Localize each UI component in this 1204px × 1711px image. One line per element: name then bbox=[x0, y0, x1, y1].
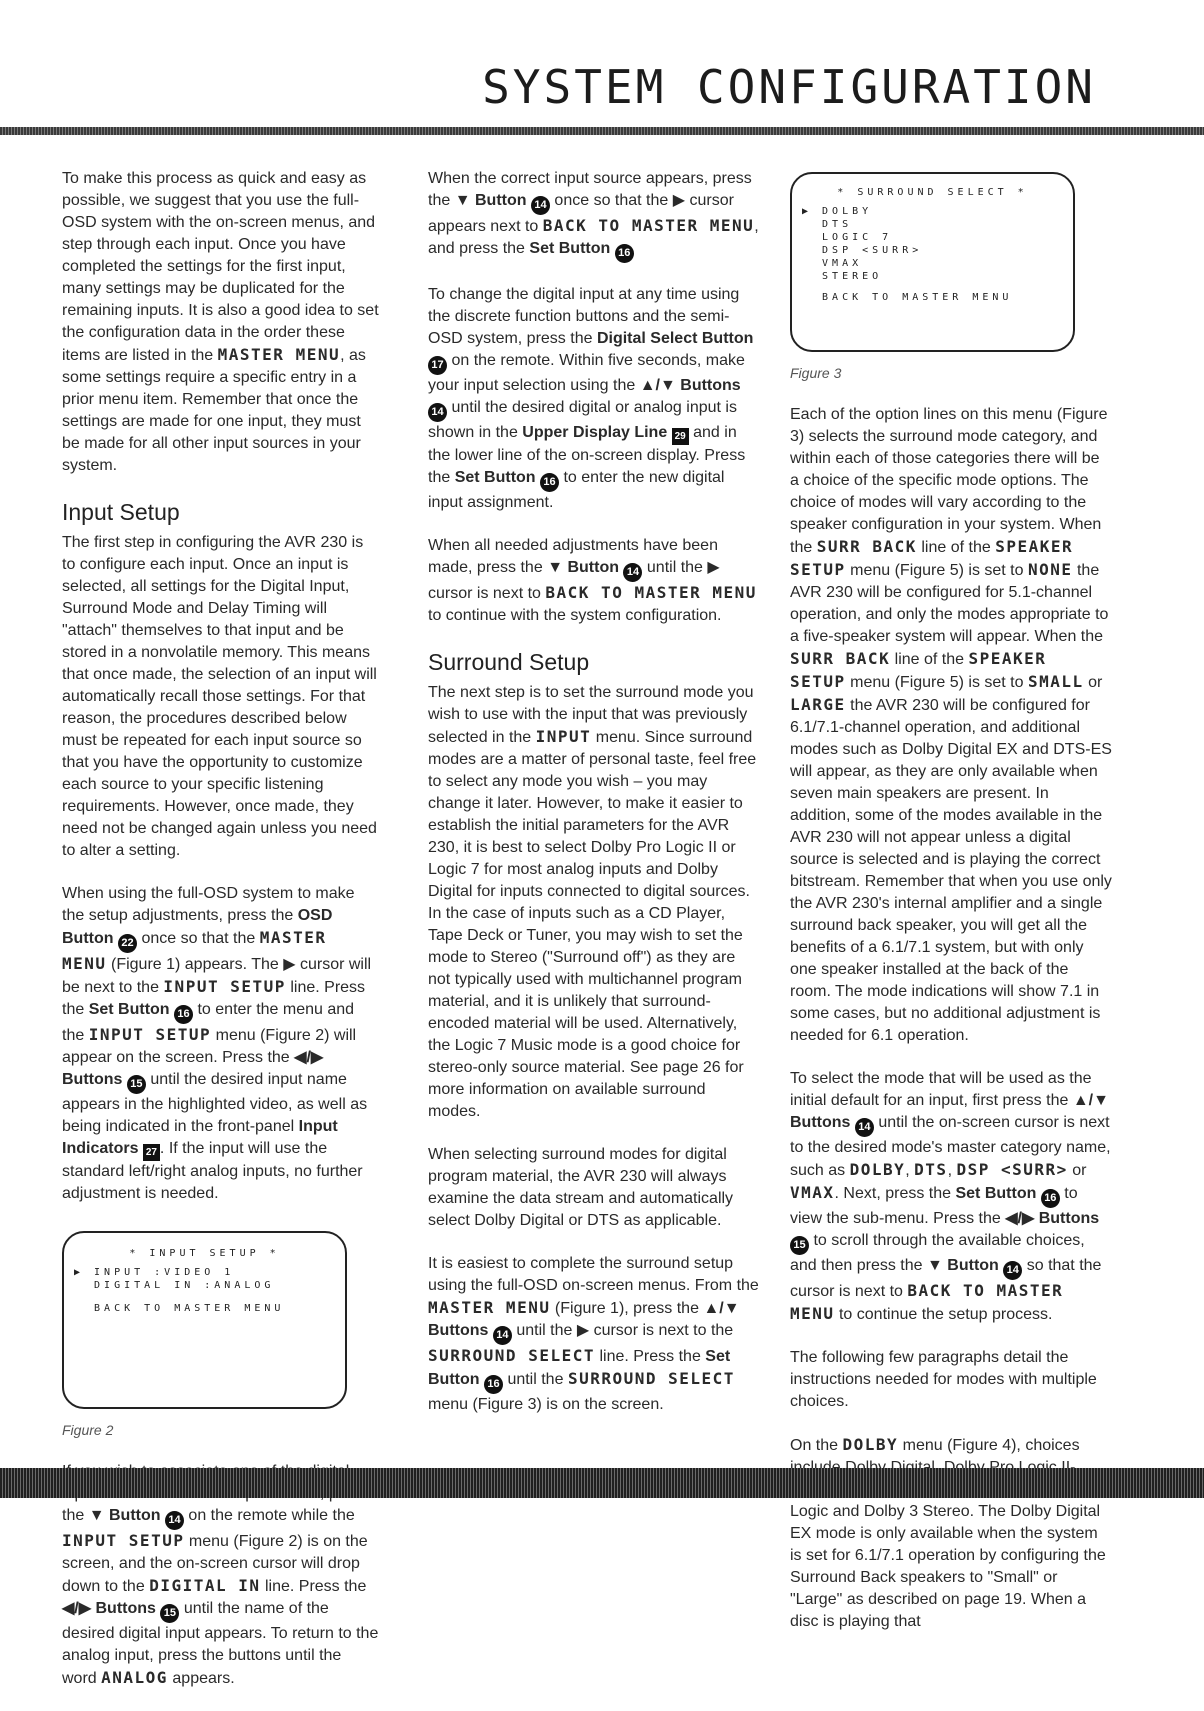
header-rule bbox=[0, 127, 1204, 135]
osd-line: ▶ DOLBY bbox=[802, 206, 873, 217]
paragraph: To change the digital input at any time using the discrete function buttons and the semi-OSD system, press the Digital Select Button 17 on the remote. Within five seconds, make your input selection using the ▲/▼ Buttons 14 until the desired digital or analog input is shown in the Upper Display Line 29 and in the lower line of the on-screen display. Press the Set Button 16 to enter the new digital input assignment. bbox=[428, 286, 754, 511]
osd-line: BACK TO MASTER MENU bbox=[802, 292, 1013, 303]
callout-number: 14 bbox=[428, 403, 447, 422]
callout-number: 16 bbox=[615, 244, 634, 263]
paragraph: When the correct input source appears, press the ▼ Button 14 once so that the ▶ cursor appears next to BACK TO MASTER MENU, and press the Set Button 16 bbox=[428, 168, 760, 263]
section-heading-input-setup: Input Setup bbox=[62, 499, 180, 525]
osd-line: VMAX bbox=[802, 258, 863, 269]
paragraph: On the DOLBY menu (Figure 4), choices Logic and Dolby 3 Stereo. The Dolby Digital EX mode is only available when the system is set for 6.1/7.1 operation by configuring the Surround Back speakers to "Small" or "Large" as described on page 19. When a disc is playing that bbox=[790, 1435, 1106, 1630]
callout-number: 14 bbox=[531, 196, 550, 215]
paragraph: The following few paragraphs detail the instructions needed for modes with multiple choices. bbox=[790, 1349, 1097, 1410]
paragraph: When using the full-OSD system to make the setup adjustments, press the OSD Button 22 once so that the MASTER MENU (Figure 1) appears. The ▶ cursor will be next to the INPUT SETUP line. Press the Set Button 16 to enter the menu and the INPUT SETUP menu (Figure 2) will appear on the screen. Press the ◀/▶ Buttons 15 until the desired input name appears in the highlighted video, as well as being indicated in the front-panel Input Indicators 27 . If the input will use the standard left/right analog inputs, no further adjustment is needed. bbox=[62, 885, 372, 1202]
section-heading-surround-setup: Surround Setup bbox=[428, 649, 590, 675]
paragraph: To select the mode that will be used as the initial default for an input, first press the ▲/▼ Buttons 14 until the on-screen cursor is next to the desired mode's master category name, such as DOLBY, DTS, DSP <SURR> or VMAX. Next, press the Set Button 16 to view the sub-menu. Press the ◀/▶ Buttons 15 to scroll through the available choices, and then press the ▼ Button 14 so that the cursor is next to BACK TO MASTER MENU to continue the setup process. bbox=[790, 1070, 1111, 1323]
callout-number: 14 bbox=[1003, 1261, 1022, 1280]
column-2 bbox=[428, 168, 760, 1437]
callout-number: 15 bbox=[790, 1236, 809, 1255]
paragraph: the ▼ Button 14 on the remote while the INPUT SETUP menu (Figure 2) is on the screen, and the on-screen cursor will drop down to the DIGITAL IN line. Press the ◀/▶ Buttons 15 until the name of the desired digital input appears. To return to the analog input, press the buttons until the word ANALOG appears. bbox=[62, 1507, 379, 1687]
osd-header: * SURROUND SELECT * bbox=[837, 187, 1028, 198]
paragraph: To make this process as quick and easy as possible, we suggest that you use the full-OSD system with the on-screen menus, and step through each input. Once you have completed the settings for the first input, many settings may be duplicated for the remaining inputs. It is also a good idea to set the configuration data in the order these items are listed in the MASTER MENU, as some settings require a specific entry in a prior menu item. Remember that once the settings are made for one input, they must be made for all other input sources in your system. bbox=[62, 170, 379, 474]
callout-number: 16 bbox=[1041, 1189, 1060, 1208]
figure-3-osd-screen bbox=[790, 172, 1075, 352]
osd-line: BACK TO MASTER MENU bbox=[74, 1303, 285, 1314]
callout-number: 16 bbox=[484, 1375, 503, 1394]
figure-3-caption: Figure 3 bbox=[790, 365, 842, 381]
callout-number: 15 bbox=[127, 1075, 146, 1094]
callout-number: 15 bbox=[160, 1604, 179, 1623]
osd-line: DIGITAL IN :ANALOG bbox=[74, 1280, 275, 1291]
paragraph: It is easiest to complete the surround setup using the full-OSD on-screen menus. From the MASTER MENU (Figure 1), press the ▲/▼ Buttons 14 until the ▶ cursor is next to the SURROUND SELECT line. Press the Set Button 16 until the SURROUND SELECT menu (Figure 3) is on the screen. bbox=[428, 1255, 759, 1413]
paragraph: When selecting surround modes for digital program material, the AVR 230 will always examine the data stream and automatically select Dolby Digital or DTS as applicable. bbox=[428, 1146, 734, 1229]
paragraph: The next step is to set the surround mode you wish to use with the input that was previously selected in the INPUT menu. Since surround modes are a matter of personal taste, feel free to select any mode you wish – you may change it later. However, to make it easier to establish the initial parameters for the AVR 230, it is best to select Dolby Pro Logic II or Logic 7 for most analog inputs and Dolby Digital for inputs connected to digital sources. In the case of inputs such as a CD Player, Tape Deck or Tuner, you may wish to set the mode to Stereo ("Surround off") as they are not typically used with multichannel program material, and it is unlikely that surround-encoded material will be used. Alternatively, the Logic 7 Music mode is a good choice for stereo-only source material. See page 26 for more information on available surround modes. bbox=[428, 684, 757, 1120]
callout-square: 27 bbox=[143, 1144, 160, 1161]
footer-rule bbox=[0, 1468, 1204, 1498]
paragraph: When all needed adjustments have been made, press the ▼ Button 14 until the ▶ cursor is next to BACK TO MASTER MENU to continue with the system configuration. bbox=[428, 537, 757, 624]
figure-2-osd-screen bbox=[62, 1231, 347, 1409]
callout-square: 29 bbox=[672, 428, 689, 445]
callout-number: 16 bbox=[174, 1005, 193, 1024]
page-title: SYSTEM CONFIGURATION bbox=[482, 60, 1096, 114]
column-3 bbox=[790, 168, 1112, 1654]
callout-number: 14 bbox=[165, 1511, 184, 1530]
osd-line: STEREO bbox=[802, 271, 883, 282]
osd-header: * INPUT SETUP * bbox=[129, 1248, 280, 1259]
osd-line: DTS bbox=[802, 219, 853, 230]
osd-line: LOGIC 7 bbox=[802, 232, 893, 243]
callout-number: 14 bbox=[493, 1326, 512, 1345]
osd-line: ▶ INPUT :VIDEO 1 bbox=[74, 1267, 235, 1278]
paragraph: Each of the option lines on this menu (Figure 3) selects the surround mode category, and within each of those categories there will be a choice of the specific mode options. The choice of modes will vary according to the speaker configuration in your system. When the SURR BACK line of the SPEAKER SETUP menu (Figure 5) is set to NONE the AVR 230 will be configured for 5.1-channel operation, and only the modes appropriate to a five-speaker system will appear. When the SURR BACK line of the SPEAKER SETUP menu (Figure 5) is set to SMALL or LARGE the AVR 230 will be configured for 6.1/7.1-channel operation, and additional modes such as Dolby Digital EX and DTS-ES will appear, as they are only available when seven main speakers are present. In addition, some of the modes available in the AVR 230 will not appear unless a digital source is selected and is playing the correct bitstream. Remember that when you use only the AVR 230's internal amplifier and a single surround back speaker, you will get all the benefits of a 6.1/7.1 system, but with only one speaker installed at the back of the room. The mode indications will show 7.1 in some cases, but no additional adjustment is needed for 6.1 operation. bbox=[790, 406, 1112, 1044]
callout-number: 14 bbox=[855, 1118, 874, 1137]
paragraph: The first step in configuring the AVR 230 is to configure each input. Once an input is selected, all settings for the Digital Input, Surround Mode and Delay Timing will "attach" themselves to that input and be stored in a nonvolatile memory. This means that once made, the selection of an input will automatically recall those settings. For that reason, the procedures described below must be repeated for each input source so that you have the opportunity to customize each source to your specific listening requirements. However, once made, they need not be changed again unless you need to alter a setting. bbox=[62, 534, 377, 859]
callout-number: 16 bbox=[540, 473, 559, 492]
callout-number: 22 bbox=[118, 934, 137, 953]
figure-2-caption: Figure 2 bbox=[62, 1422, 114, 1438]
callout-number: 14 bbox=[623, 563, 642, 582]
osd-line: DSP <SURR> bbox=[802, 245, 923, 256]
callout-number: 17 bbox=[428, 356, 447, 375]
